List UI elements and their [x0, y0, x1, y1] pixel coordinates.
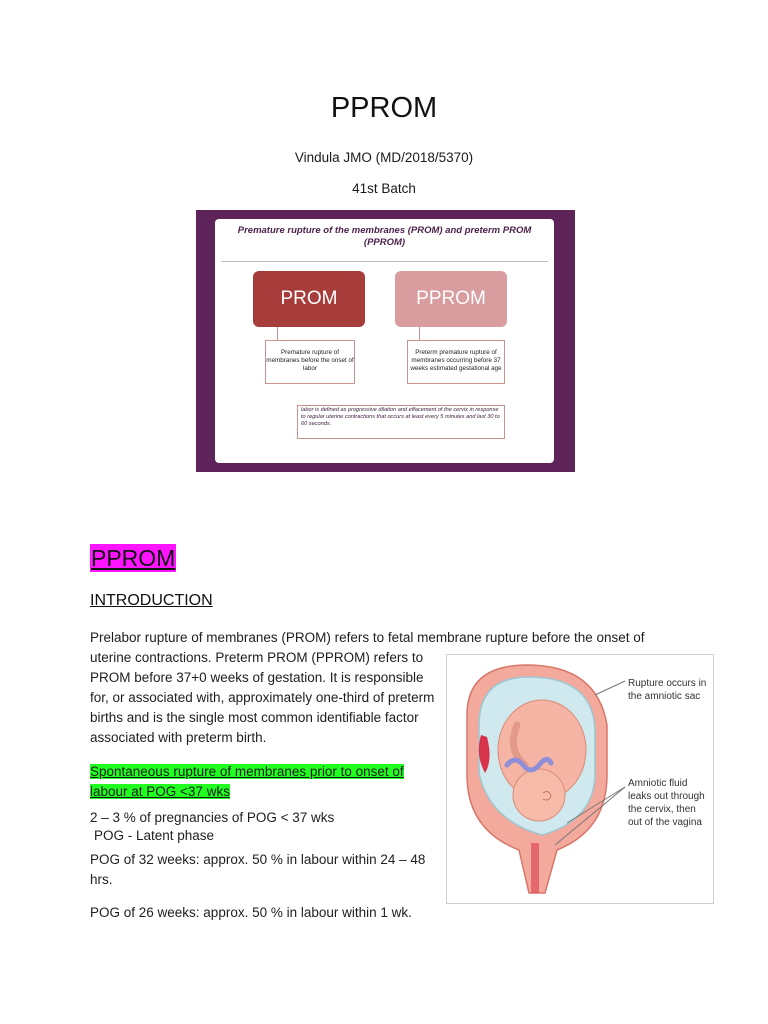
definition-text: Spontaneous rupture of membranes prior to onset of labour at POG <37 wks	[90, 764, 404, 799]
pprom-definition-box: Preterm premature rupture of membranes occurring before 37 weeks estimated gestational age	[407, 340, 505, 384]
section-heading: PPROM	[91, 545, 176, 571]
slide-heading	[215, 225, 554, 249]
prom-pprom-slide-figure	[196, 210, 575, 472]
prom-box: PROM	[253, 271, 365, 327]
slide-heading-line2: (PPROM)	[363, 237, 406, 248]
incidence-stat: 2 – 3 % of pregnancies of POG < 37 wks	[90, 810, 335, 825]
author-line: Vindula JMO (MD/2018/5370)	[294, 150, 474, 165]
pog-26-weeks-stat: POG of 26 weeks: approx. 50 % in labour within 1 wk.	[90, 905, 412, 920]
intro-line: for, or associated with, approximately one-third of preterm	[90, 690, 435, 705]
rupture-label: Rupture occurs in the amniotic sac	[628, 678, 707, 702]
pprom-definition-highlight	[90, 762, 440, 802]
pprom-box: PPROM	[395, 271, 507, 327]
intro-line: Prelabor rupture of membranes (PROM) refers to fetal membrane rupture before the onset of	[90, 630, 645, 645]
amniotic-rupture-illustration	[446, 654, 714, 904]
slide-divider	[221, 261, 548, 262]
document-title: PPROM	[330, 92, 438, 124]
intro-line: births and is the single most common identifiable factor	[90, 710, 419, 725]
slide-canvas	[215, 219, 554, 463]
batch-line: 41st Batch	[352, 181, 416, 196]
latent-phase-stat: POG - Latent phase	[94, 828, 215, 843]
pog-32-weeks-stat: POG of 32 weeks: approx. 50 % in labour within 24 – 48 hrs.	[90, 852, 426, 887]
prom-definition-box: Premature rupture of membranes before the onset of labor	[265, 340, 355, 384]
intro-line: uterine contractions. Preterm PROM (PPROM) refers to	[90, 650, 424, 665]
intro-line: associated with preterm birth.	[90, 730, 267, 745]
slide-heading-line1: Premature rupture of the membranes (PROM) and preterm PROM	[237, 225, 532, 236]
labor-definition-note: labor is defined as progressive dilation and effacement of the cervix in response to regular uterine contractions that occurs at least every 5 minutes and last 30 to 60 seconds.	[297, 405, 505, 439]
introduction-heading: INTRODUCTION	[90, 592, 213, 609]
fluid-leak-label: Amniotic fluid leaks out through the cervix, then out of the vagina	[628, 778, 705, 828]
intro-line: PROM before 37+0 weeks of gestation. It is responsible	[90, 670, 424, 685]
